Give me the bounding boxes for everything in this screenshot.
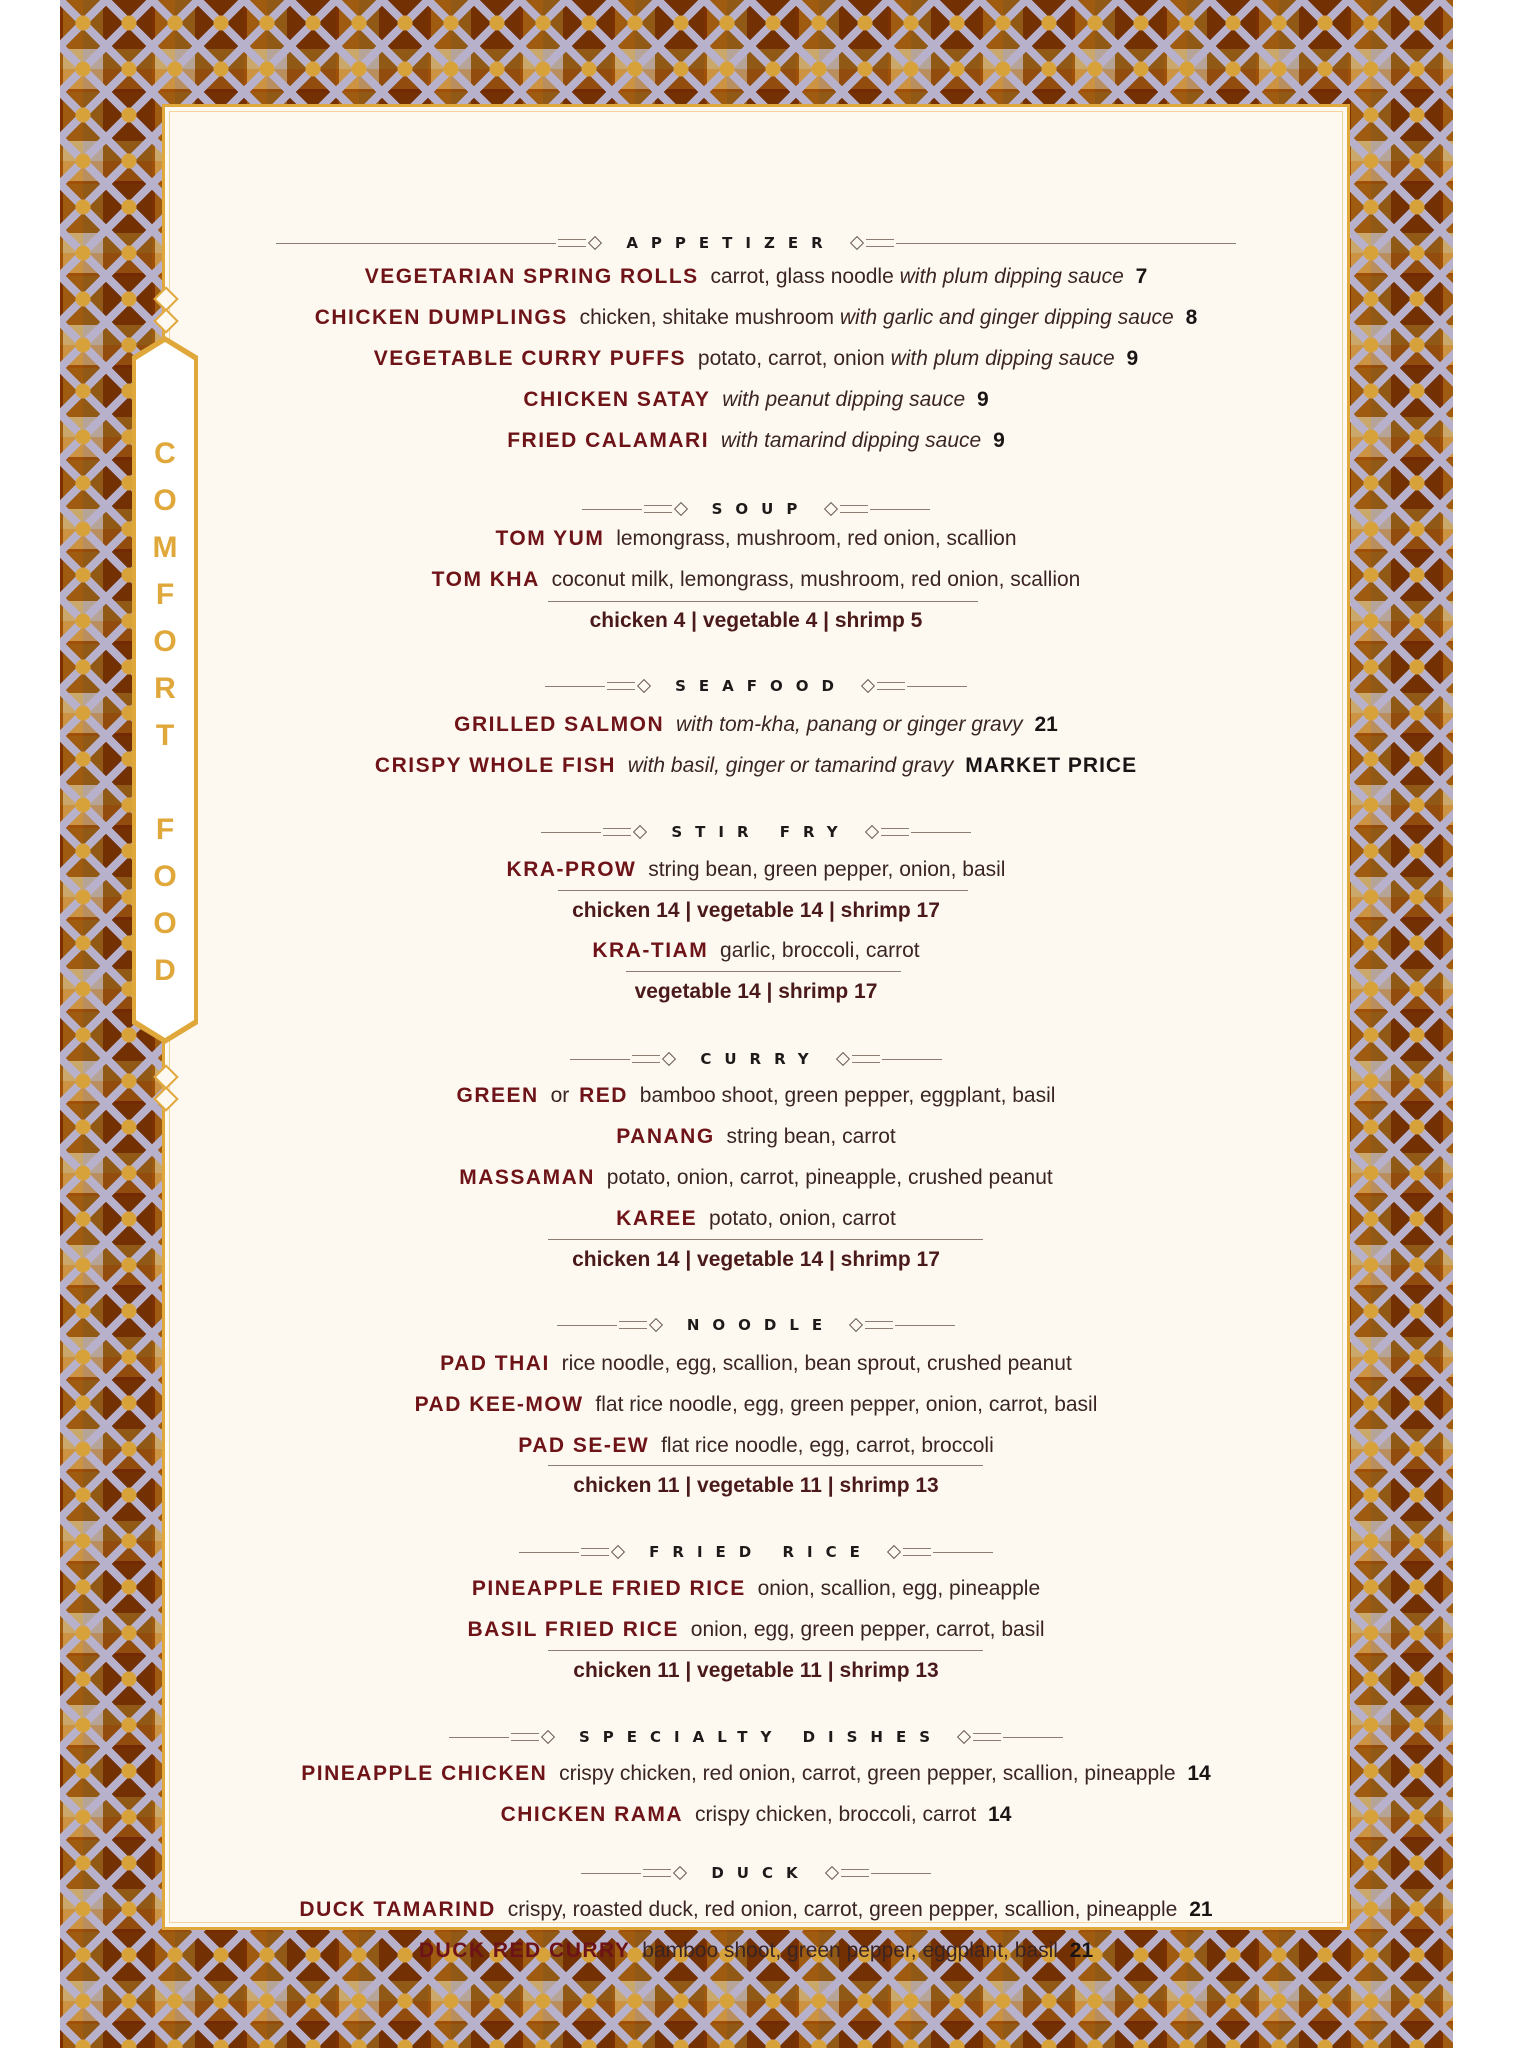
item-desc: flat rice noodle, egg, carrot, broccoli bbox=[661, 1434, 994, 1457]
divider-line bbox=[558, 890, 968, 891]
item-name: CHICKEN DUMPLINGS bbox=[314, 306, 568, 329]
item-name: DUCK RED CURRY bbox=[418, 1939, 631, 1962]
banner-letter: D bbox=[154, 954, 176, 987]
divider-line bbox=[548, 1650, 983, 1651]
item-note: with peanut dipping sauce bbox=[722, 388, 966, 411]
price-options: chicken 14 | vegetable 14 | shrimp 17 bbox=[572, 899, 940, 922]
menu-item bbox=[166, 1204, 1346, 1234]
section-header-fried-rice bbox=[166, 1537, 1346, 1567]
menu-item bbox=[166, 1759, 1346, 1789]
banner-letter: M bbox=[152, 531, 178, 564]
item-name: PAD KEE-MOW bbox=[414, 1393, 584, 1416]
section-header-noodle bbox=[166, 1310, 1346, 1340]
menu-item bbox=[166, 565, 1346, 595]
menu-item bbox=[166, 751, 1346, 781]
item-price: 21 bbox=[1069, 1939, 1094, 1962]
banner-letter: O bbox=[153, 907, 177, 940]
section-header-stir-fry bbox=[166, 817, 1346, 847]
section-title: SEAFOOD bbox=[675, 677, 847, 695]
section-title: APPETIZER bbox=[626, 234, 836, 252]
item-desc: potato, onion, carrot bbox=[709, 1207, 896, 1230]
menu-item bbox=[166, 344, 1346, 374]
banner-letter: O bbox=[153, 625, 177, 658]
item-note: with garlic and ginger dipping sauce bbox=[839, 306, 1174, 329]
item-name: BASIL FRIED RICE bbox=[467, 1618, 679, 1641]
menu-item bbox=[166, 1615, 1346, 1645]
item-price: 8 bbox=[1185, 306, 1198, 329]
menu-item bbox=[166, 262, 1346, 292]
item-note: with tamarind dipping sauce bbox=[720, 429, 982, 452]
item-name: GRILLED SALMON bbox=[454, 713, 665, 736]
banner-letter: F bbox=[155, 813, 175, 846]
menu-item bbox=[166, 385, 1346, 415]
section-header-duck bbox=[166, 1858, 1346, 1888]
item-name: PAD THAI bbox=[440, 1352, 550, 1375]
price-options: chicken 14 | vegetable 14 | shrimp 17 bbox=[572, 1248, 940, 1271]
divider-line bbox=[626, 971, 901, 972]
section-header-specialty bbox=[166, 1722, 1346, 1752]
banner-letter: T bbox=[155, 719, 175, 752]
menu-item bbox=[166, 1081, 1346, 1111]
price-options: chicken 4 | vegetable 4 | shrimp 5 bbox=[589, 609, 923, 632]
item-price: 7 bbox=[1135, 265, 1148, 288]
section-header-seafood bbox=[166, 671, 1346, 701]
menu-item bbox=[166, 1349, 1346, 1379]
menu-item bbox=[166, 1122, 1346, 1152]
item-name: CRISPY WHOLE FISH bbox=[374, 754, 616, 777]
section-title: FRIED RICE bbox=[649, 1543, 873, 1561]
menu-item bbox=[166, 1390, 1346, 1420]
item-note: with plum dipping sauce bbox=[899, 265, 1124, 288]
menu-item bbox=[166, 1936, 1346, 1966]
section-title: STIR FRY bbox=[671, 823, 851, 841]
price-options: chicken 11 | vegetable 11 | shrimp 13 bbox=[573, 1474, 939, 1497]
banner-letter: C bbox=[154, 437, 176, 470]
section-header-soup bbox=[166, 494, 1346, 524]
menu-item bbox=[166, 710, 1346, 740]
item-name: TOM KHA bbox=[431, 568, 540, 591]
item-name: DUCK TAMARIND bbox=[299, 1898, 496, 1921]
divider-line bbox=[548, 1239, 983, 1240]
menu-item bbox=[166, 524, 1346, 554]
item-name: KRA-TIAM bbox=[592, 939, 709, 962]
divider-line bbox=[548, 1465, 983, 1466]
item-price: 9 bbox=[1126, 347, 1139, 370]
menu-item bbox=[166, 1574, 1346, 1604]
item-desc: bamboo shoot, green pepper, eggplant, basil bbox=[642, 1939, 1058, 1962]
item-name: FRIED CALAMARI bbox=[507, 429, 710, 452]
item-desc: crispy, roasted duck, red onion, carrot, green pepper, scallion, pineapple bbox=[507, 1898, 1178, 1921]
item-name: VEGETABLE CURRY PUFFS bbox=[373, 347, 687, 370]
item-desc: carrot, glass noodle bbox=[710, 265, 894, 288]
section-title: CURRY bbox=[700, 1050, 822, 1068]
menu-item bbox=[166, 1800, 1346, 1830]
menu-item bbox=[166, 303, 1346, 333]
item-desc: string bean, green pepper, onion, basil bbox=[648, 858, 1006, 881]
item-price: 21 bbox=[1034, 713, 1058, 736]
item-desc: crispy chicken, red onion, carrot, green pepper, scallion, pineapple bbox=[559, 1762, 1176, 1785]
section-header-curry bbox=[166, 1044, 1346, 1074]
price-options: chicken 11 | vegetable 11 | shrimp 13 bbox=[573, 1659, 939, 1682]
item-desc: flat rice noodle, egg, green pepper, onion, carrot, basil bbox=[595, 1393, 1098, 1416]
price-options: vegetable 14 | shrimp 17 bbox=[634, 980, 878, 1003]
item-desc: string bean, carrot bbox=[726, 1125, 896, 1148]
menu-item bbox=[166, 1163, 1346, 1193]
menu-item bbox=[166, 936, 1346, 966]
item-name: KAREE bbox=[616, 1207, 698, 1230]
item-price: 9 bbox=[976, 388, 989, 411]
item-name: MASSAMAN bbox=[459, 1166, 595, 1189]
section-title: SOUP bbox=[711, 500, 811, 518]
menu-item bbox=[166, 1895, 1346, 1925]
menu-item bbox=[166, 1431, 1346, 1461]
item-name: CHICKEN RAMA bbox=[500, 1803, 684, 1826]
item-note: with basil, ginger or tamarind gravy bbox=[627, 754, 954, 777]
item-desc: chicken, shitake mushroom bbox=[579, 306, 835, 329]
item-price: 9 bbox=[993, 429, 1005, 452]
item-name: KRA-PROW bbox=[506, 858, 637, 881]
item-price: MARKET PRICE bbox=[965, 754, 1138, 777]
item-note: with plum dipping sauce bbox=[890, 347, 1115, 370]
banner-letter: F bbox=[155, 578, 175, 611]
item-name: VEGETARIAN SPRING ROLLS bbox=[364, 265, 699, 288]
banner-letter: O bbox=[153, 860, 177, 893]
section-header-appetizer bbox=[166, 228, 1346, 258]
item-desc: bamboo shoot, green pepper, eggplant, basil bbox=[639, 1084, 1056, 1107]
section-title: NOODLE bbox=[686, 1316, 836, 1334]
item-connector: or bbox=[550, 1084, 570, 1107]
item-desc: onion, scallion, egg, pineapple bbox=[757, 1577, 1041, 1600]
item-desc: garlic, broccoli, carrot bbox=[720, 939, 920, 962]
banner-letter: O bbox=[153, 484, 177, 517]
item-price: 14 bbox=[988, 1803, 1012, 1826]
item-desc: potato, onion, carrot, pineapple, crushed peanut bbox=[606, 1166, 1053, 1189]
item-desc: lemongrass, mushroom, red onion, scallion bbox=[616, 527, 1017, 550]
section-title: SPECIALTY DISHES bbox=[578, 1728, 944, 1746]
item-desc: coconut milk, lemongrass, mushroom, red onion, scallion bbox=[551, 568, 1081, 591]
item-desc: onion, egg, green pepper, carrot, basil bbox=[690, 1618, 1045, 1641]
item-desc: rice noodle, egg, scallion, bean sprout, crushed peanut bbox=[561, 1352, 1072, 1375]
item-price: 14 bbox=[1187, 1762, 1211, 1785]
item-name: PANANG bbox=[616, 1125, 715, 1148]
item-name: PINEAPPLE CHICKEN bbox=[301, 1762, 548, 1785]
item-price: 21 bbox=[1189, 1898, 1213, 1921]
item-name: PINEAPPLE FRIED RICE bbox=[471, 1577, 746, 1600]
item-name: RED bbox=[579, 1084, 628, 1107]
item-note: with tom-kha, panang or ginger gravy bbox=[675, 713, 1023, 736]
menu-item bbox=[166, 855, 1346, 885]
item-name: CHICKEN SATAY bbox=[523, 388, 711, 411]
section-title: DUCK bbox=[711, 1864, 811, 1882]
item-name: PAD SE-EW bbox=[518, 1434, 650, 1457]
item-desc: crispy chicken, broccoli, carrot bbox=[694, 1803, 977, 1826]
banner-letter: R bbox=[154, 672, 176, 705]
item-name: TOM YUM bbox=[495, 527, 605, 550]
divider-line bbox=[548, 601, 978, 602]
item-name: GREEN bbox=[456, 1084, 539, 1107]
item-desc: potato, carrot, onion bbox=[697, 347, 885, 370]
menu-item bbox=[166, 426, 1346, 456]
